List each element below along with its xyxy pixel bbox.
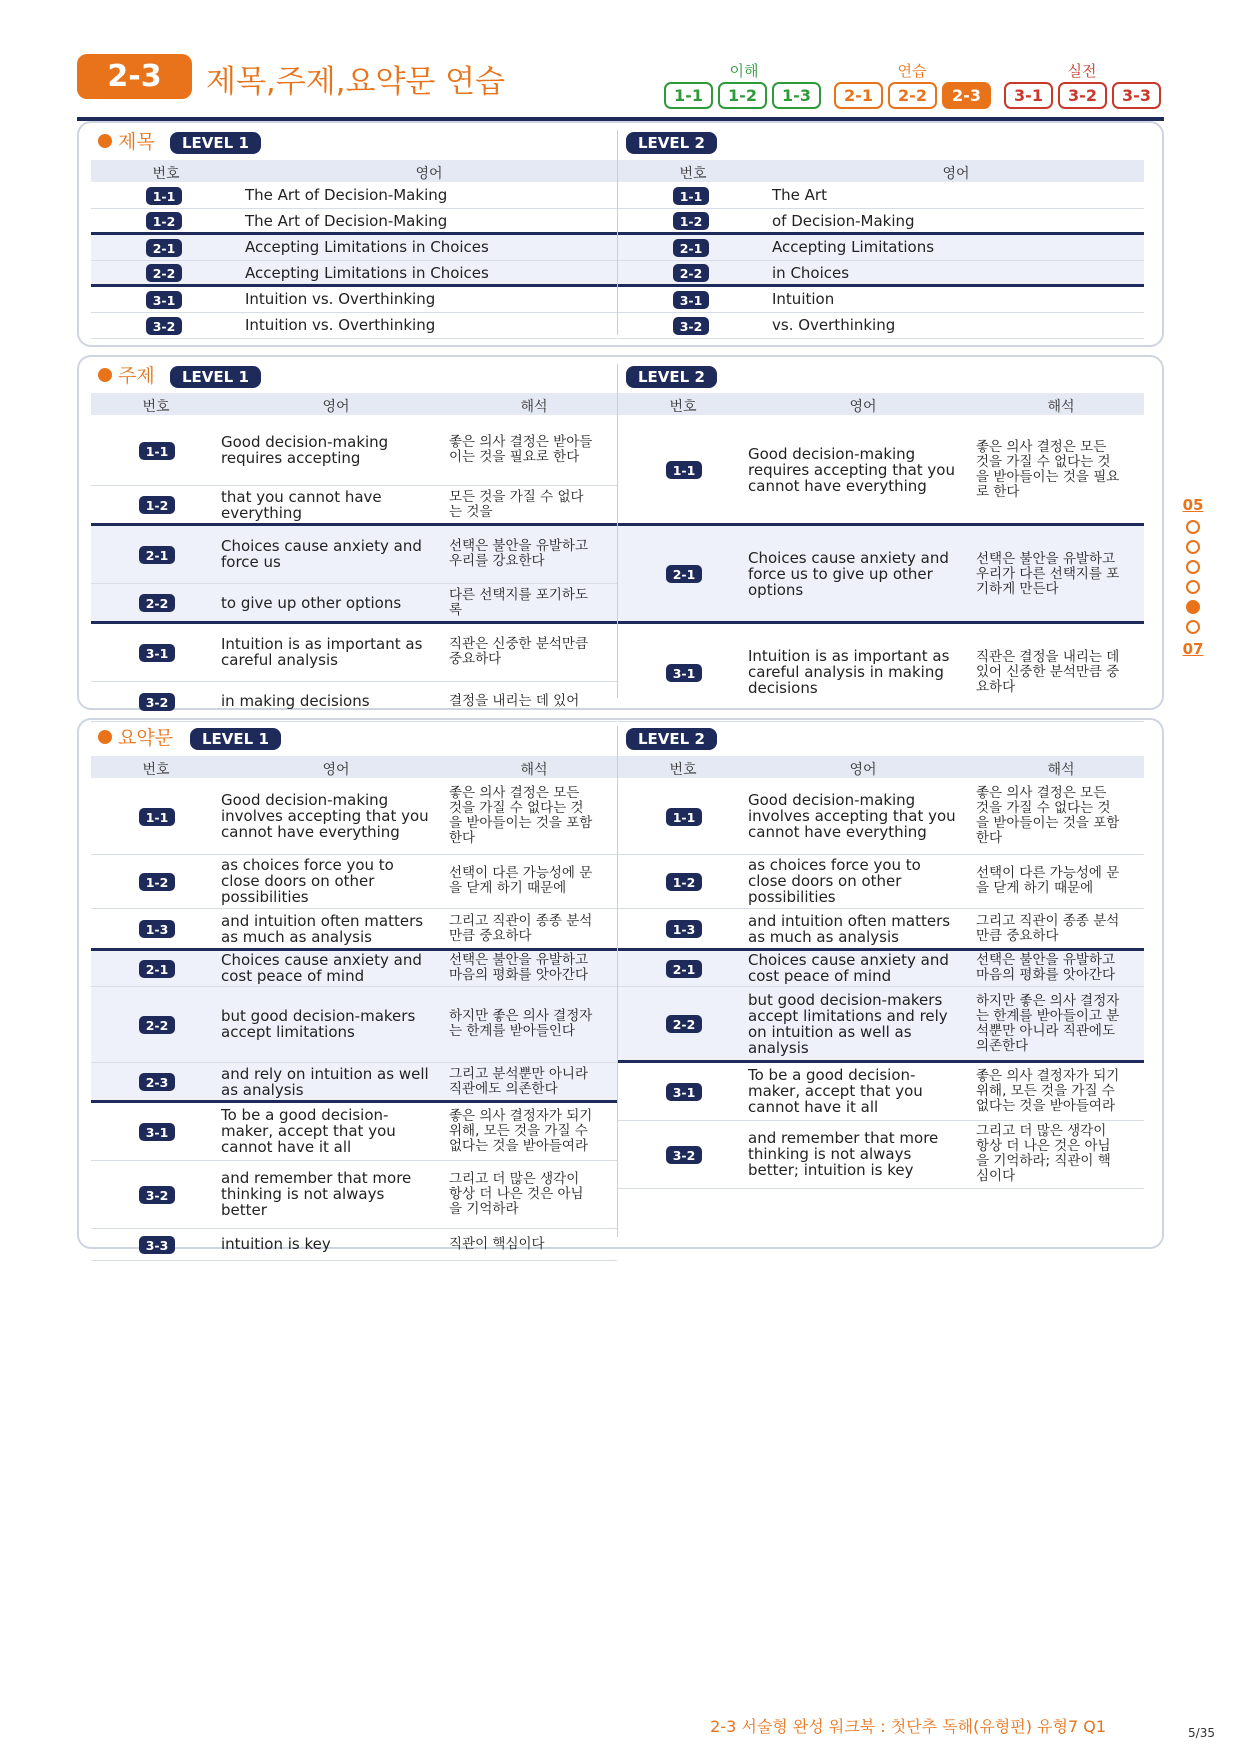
table-row xyxy=(91,287,617,313)
col-ko: 해석 xyxy=(520,399,548,415)
chip-3-3[interactable]: 3-3 xyxy=(1112,82,1161,109)
row-number-badge: 3-2 xyxy=(139,693,175,711)
progress-circle-icon xyxy=(1186,560,1200,574)
row-english: Choices cause anxiety and force us xyxy=(221,537,422,571)
table-row xyxy=(618,1121,1144,1189)
row-english: Good decision-making involves accepting that you cannot have everything xyxy=(748,791,956,841)
row-number-badge: 1-1 xyxy=(139,442,175,460)
title-section-label: 제목 xyxy=(118,131,155,153)
row-number-badge: 3-1 xyxy=(139,1123,175,1141)
table-row xyxy=(618,183,1144,209)
row-english: but good decision-makers accept limitations xyxy=(221,1007,416,1041)
row-english: but good decision-makers accept limitations and rely on intuition as well as analysis xyxy=(748,991,948,1057)
table-row xyxy=(618,235,1144,261)
table-row xyxy=(618,779,1144,855)
group-label-practice: 연습 xyxy=(897,62,927,80)
row-number-badge: 1-3 xyxy=(139,920,175,938)
row-english: to give up other options xyxy=(221,594,402,612)
row-english: as choices force you to close doors on other possibilities xyxy=(748,856,921,906)
row-korean: 좋은 의사 결정은 받아들 이는 것을 필요로 한다 xyxy=(449,434,593,465)
row-english: Intuition is as important as careful analysis in making decisions xyxy=(748,647,950,697)
row-korean: 직관은 결정을 내리는 데 있어 신중한 분석만큼 중 요하다 xyxy=(976,648,1120,695)
table-row xyxy=(618,987,1144,1063)
chip-1-1[interactable]: 1-1 xyxy=(664,82,713,109)
col-num: 번호 xyxy=(669,399,697,415)
chip-1-3[interactable]: 1-3 xyxy=(772,82,821,109)
row-english: To be a good decision- maker, accept that you cannot have it all xyxy=(748,1066,923,1116)
chip-2-2[interactable]: 2-2 xyxy=(888,82,937,109)
row-number-badge: 1-2 xyxy=(673,212,709,230)
topic-section-title xyxy=(98,361,155,388)
row-number-badge: 2-2 xyxy=(139,1016,175,1034)
table-row xyxy=(91,486,617,526)
row-korean: 선택은 불안을 유발하고 우리가 다른 선택지를 포 기하게 만든다 xyxy=(976,550,1120,597)
title-level1-badge: LEVEL 1 xyxy=(170,132,261,154)
table-row xyxy=(618,624,1144,722)
row-english: Intuition vs. Overthinking xyxy=(245,290,436,308)
footer-title: 2-3 서술형 완성 워크북 : 첫단추 독해(유형편) 유형7 Q1 xyxy=(710,1717,1106,1736)
row-korean: 모든 것을 가질 수 없다 는 것을 xyxy=(449,489,584,520)
row-english: that you cannot have everything xyxy=(221,488,382,522)
table-row xyxy=(618,855,1144,909)
table-row xyxy=(618,526,1144,624)
group-label-understand: 이해 xyxy=(729,62,759,80)
row-number-badge: 3-1 xyxy=(673,291,709,309)
table-row xyxy=(618,416,1144,526)
row-number-badge: 1-1 xyxy=(146,187,182,205)
side-circles xyxy=(1178,520,1208,634)
row-korean: 좋은 의사 결정자가 되기 위해, 모든 것을 가질 수 없다는 것을 받아들여라 xyxy=(449,1107,593,1154)
table-row xyxy=(91,209,617,235)
row-english: and remember that more thinking is not always better; intuition is key xyxy=(748,1129,939,1179)
summary-table-header-2 xyxy=(618,756,1144,778)
row-number-badge: 2-1 xyxy=(666,960,702,978)
progress-circle-icon xyxy=(1186,620,1200,634)
row-number-badge: 1-2 xyxy=(146,212,182,230)
row-number-badge: 2-2 xyxy=(139,594,175,612)
row-korean: 하지만 좋은 의사 결정자 는 한계를 받아들이고 분 석뿐만 아니라 직관에도 의존한다 xyxy=(976,993,1120,1054)
row-english: and remember that more thinking is not always better xyxy=(221,1169,412,1219)
row-korean: 그리고 더 많은 생각이 항상 더 나은 것은 아님 을 기억하라 xyxy=(449,1170,584,1217)
row-number-badge: 1-1 xyxy=(139,808,175,826)
row-number-badge: 1-1 xyxy=(673,187,709,205)
summary-section-label: 요약문 xyxy=(118,727,174,749)
chip-3-2[interactable]: 3-2 xyxy=(1058,82,1107,109)
row-number-badge: 3-1 xyxy=(666,1083,702,1101)
chip-1-2[interactable]: 1-2 xyxy=(718,82,767,109)
col-num: 번호 xyxy=(152,166,180,182)
table-row xyxy=(91,1103,617,1161)
row-number-badge: 3-1 xyxy=(666,664,702,682)
progress-circle-icon xyxy=(1186,520,1200,534)
row-number-badge: 3-2 xyxy=(673,317,709,335)
summary-section-title xyxy=(98,723,173,750)
row-english: The Art of Decision-Making xyxy=(245,186,448,204)
table-row xyxy=(91,987,617,1063)
row-english: Choices cause anxiety and force us to give up other options xyxy=(748,549,949,599)
summary-level1-badge: LEVEL 1 xyxy=(190,728,281,750)
chip-2-1[interactable]: 2-1 xyxy=(834,82,883,109)
col-en: 영어 xyxy=(322,762,350,778)
row-korean: 그리고 더 많은 생각이 항상 더 나은 것은 아님 을 기억하라; 직관이 핵 심이다 xyxy=(976,1123,1111,1184)
row-english: and intuition often matters as much as analysis xyxy=(221,912,424,946)
row-korean: 그리고 직관이 종종 분석 만큼 중요하다 xyxy=(449,913,593,944)
row-number-badge: 1-2 xyxy=(666,873,702,891)
progress-circle-icon xyxy=(1186,540,1200,554)
row-english: Good decision-making requires accepting xyxy=(221,433,389,467)
table-row xyxy=(91,584,617,624)
bullet-icon xyxy=(98,368,112,382)
bullet-icon xyxy=(98,730,112,744)
chip-2-3[interactable]: 2-3 xyxy=(942,82,991,109)
row-korean: 좋은 의사 결정자가 되기 위해, 모든 것을 가질 수 없다는 것을 받아들여라 xyxy=(976,1067,1120,1114)
topic-table-header-2 xyxy=(618,393,1144,415)
row-english: The Art xyxy=(772,186,827,204)
side-progress xyxy=(1178,496,1208,658)
row-english: Accepting Limitations xyxy=(772,238,935,256)
row-korean: 선택이 다른 가능성에 문 을 닫게 하기 때문에 xyxy=(449,865,593,896)
page-number: 5/35 xyxy=(1188,1726,1215,1740)
table-row xyxy=(618,209,1144,235)
row-number-badge: 2-2 xyxy=(666,1015,702,1033)
table-row xyxy=(91,1161,617,1229)
col-en: 영어 xyxy=(849,399,877,415)
title-section-title xyxy=(98,127,155,154)
row-english: vs. Overthinking xyxy=(772,316,896,334)
col-en: 영어 xyxy=(942,166,970,182)
col-en: 영어 xyxy=(322,399,350,415)
row-english: Choices cause anxiety and cost peace of mind xyxy=(221,951,422,985)
row-korean: 다른 선택지를 포기하도 록 xyxy=(449,587,588,618)
row-english: Choices cause anxiety and cost peace of mind xyxy=(748,951,949,985)
row-number-badge: 2-1 xyxy=(146,239,182,257)
row-english: Accepting Limitations in Choices xyxy=(245,238,489,256)
row-english: of Decision-Making xyxy=(772,212,915,230)
table-row xyxy=(618,287,1144,313)
row-number-badge: 1-3 xyxy=(666,920,702,938)
row-korean: 좋은 의사 결정은 모든 것을 가질 수 없다는 것 을 받아들이는 것을 필요 로 한다 xyxy=(976,439,1120,500)
table-row xyxy=(618,261,1144,287)
topic-section-label: 주제 xyxy=(118,365,155,387)
table-row xyxy=(91,235,617,261)
topic-level2-badge: LEVEL 2 xyxy=(626,366,717,388)
row-korean: 좋은 의사 결정은 모든 것을 가질 수 없다는 것 을 받아들이는 것을 포함 한다 xyxy=(449,785,593,846)
row-english: in Choices xyxy=(772,264,850,282)
row-number-badge: 3-3 xyxy=(139,1236,175,1254)
row-korean: 직관은 신중한 분석만큼 중요하다 xyxy=(449,636,588,667)
row-number-badge: 1-1 xyxy=(666,461,702,479)
row-korean: 그리고 직관이 종종 분석 만큼 중요하다 xyxy=(976,913,1120,944)
table-row xyxy=(91,313,617,339)
unit-badge: 2-3 xyxy=(77,54,192,99)
row-number-badge: 3-1 xyxy=(146,291,182,309)
group-label-real: 실전 xyxy=(1067,62,1097,80)
row-number-badge: 3-1 xyxy=(139,644,175,662)
row-korean: 직관이 핵심이다 xyxy=(449,1235,545,1252)
col-num: 번호 xyxy=(142,762,170,778)
table-row xyxy=(91,624,617,682)
row-korean: 결정을 내리는 데 있어 xyxy=(449,692,580,709)
table-row xyxy=(91,682,617,722)
bullet-icon xyxy=(98,134,112,148)
progress-circle-icon xyxy=(1186,580,1200,594)
row-number-badge: 2-2 xyxy=(146,264,182,282)
table-row xyxy=(91,261,617,287)
row-english: and intuition often matters as much as analysis xyxy=(748,912,951,946)
row-english: Good decision-making involves accepting that you cannot have everything xyxy=(221,791,429,841)
topic-table-header-1 xyxy=(91,393,617,415)
row-english: To be a good decision- maker, accept that you cannot have it all xyxy=(221,1106,396,1156)
row-english: Good decision-making requires accepting that you cannot have everything xyxy=(748,445,955,495)
table-row xyxy=(91,909,617,951)
row-number-badge: 1-2 xyxy=(139,496,175,514)
row-number-badge: 2-2 xyxy=(673,264,709,282)
table-row xyxy=(618,909,1144,951)
row-english: in making decisions xyxy=(221,692,370,710)
title-table-header-2 xyxy=(618,160,1144,182)
row-number-badge: 3-2 xyxy=(666,1146,702,1164)
table-row xyxy=(91,1063,617,1103)
row-korean: 선택이 다른 가능성에 문 을 닫게 하기 때문에 xyxy=(976,865,1120,896)
row-korean: 좋은 의사 결정은 모든 것을 가질 수 없다는 것 을 받아들이는 것을 포함 한다 xyxy=(976,785,1120,846)
row-korean: 하지만 좋은 의사 결정자 는 한계를 받아들인다 xyxy=(449,1008,593,1039)
row-number-badge: 2-1 xyxy=(139,546,175,564)
table-row xyxy=(618,313,1144,339)
topic-level1-badge: LEVEL 1 xyxy=(170,366,261,388)
row-english: Intuition is as important as careful analysis xyxy=(221,635,423,669)
table-row xyxy=(618,1063,1144,1121)
row-number-badge: 2-3 xyxy=(139,1073,175,1091)
row-english: Accepting Limitations in Choices xyxy=(245,264,489,282)
row-korean: 선택은 불안을 유발하고 우리를 강요한다 xyxy=(449,538,588,569)
col-ko: 해석 xyxy=(1047,399,1075,415)
chip-3-1[interactable]: 3-1 xyxy=(1004,82,1053,109)
title-level2-badge: LEVEL 2 xyxy=(626,132,717,154)
row-number-badge: 1-1 xyxy=(666,808,702,826)
col-en: 영어 xyxy=(415,166,443,182)
summary-table-header-1 xyxy=(91,756,617,778)
row-number-badge: 2-1 xyxy=(666,565,702,583)
row-english: Intuition vs. Overthinking xyxy=(245,316,436,334)
col-ko: 해석 xyxy=(520,762,548,778)
row-korean: 선택은 불안을 유발하고 마음의 평화를 앗아간다 xyxy=(449,952,588,983)
row-english: intuition is key xyxy=(221,1235,331,1253)
row-english: Intuition xyxy=(772,290,835,308)
summary-level2-badge: LEVEL 2 xyxy=(626,728,717,750)
row-number-badge: 3-2 xyxy=(146,317,182,335)
col-ko: 해석 xyxy=(1047,762,1075,778)
table-row xyxy=(91,779,617,855)
title-table-header-1 xyxy=(91,160,617,182)
row-english: as choices force you to close doors on other possibilities xyxy=(221,856,394,906)
col-num: 번호 xyxy=(679,166,707,182)
col-num: 번호 xyxy=(669,762,697,778)
side-bottom-label: 07 xyxy=(1182,640,1204,658)
table-row xyxy=(91,1229,617,1261)
col-en: 영어 xyxy=(849,762,877,778)
row-korean: 선택은 불안을 유발하고 마음의 평화를 앗아간다 xyxy=(976,952,1115,983)
side-top-label: 05 xyxy=(1182,496,1204,514)
row-english: The Art of Decision-Making xyxy=(245,212,448,230)
progress-circle-icon xyxy=(1186,600,1200,614)
table-row xyxy=(91,183,617,209)
row-number-badge: 2-1 xyxy=(139,960,175,978)
table-row xyxy=(91,855,617,909)
row-korean: 그리고 분석뿐만 아니라 직관에도 의존한다 xyxy=(449,1066,588,1097)
row-number-badge: 2-1 xyxy=(673,239,709,257)
row-number-badge: 3-2 xyxy=(139,1186,175,1204)
page-title: 제목,주제,요약문 연습 xyxy=(206,64,506,100)
row-number-badge: 1-2 xyxy=(139,873,175,891)
table-row xyxy=(91,526,617,584)
table-row xyxy=(91,416,617,486)
table-row xyxy=(91,951,617,987)
row-english: and rely on intuition as well as analysis xyxy=(221,1065,429,1099)
col-num: 번호 xyxy=(142,399,170,415)
table-row xyxy=(618,951,1144,987)
